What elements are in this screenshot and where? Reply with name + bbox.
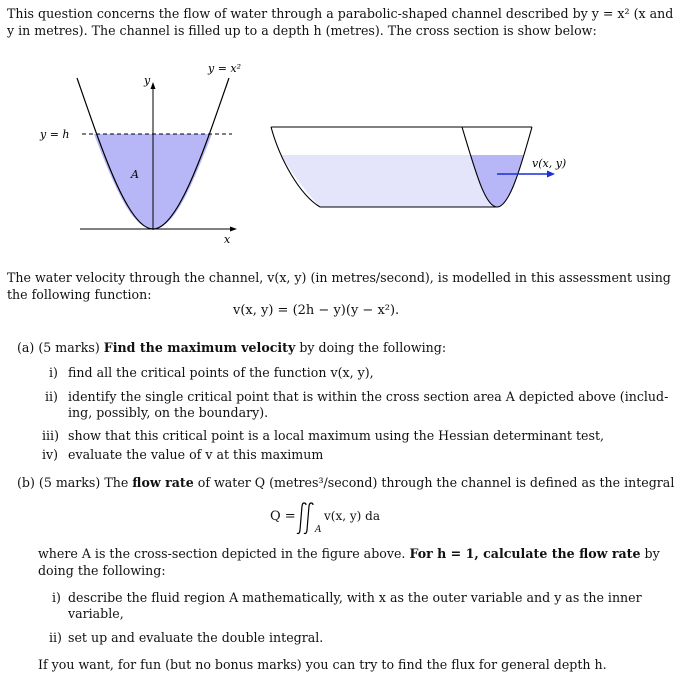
part-a-heading: Find the maximum velocity (103, 340, 296, 355)
part-a-label: (a) (17, 340, 35, 355)
part-a-item-iv-text: evaluate the value of v at this maximum (68, 447, 324, 462)
part-b-where-end: by (644, 546, 660, 561)
integral-subscript: A (315, 525, 322, 535)
part-b-header (17, 474, 674, 491)
depth-label: y = h (40, 128, 70, 141)
part-b-rest: of water Q (metres³/second) through the channel is defined as the integral (197, 475, 674, 490)
part-b-item-ii-text: set up and evaluate the double integral. (68, 630, 324, 645)
part-b-label: (b) (17, 475, 35, 490)
model-line-1: The water velocity through the channel, v(x, y) (in metres/second), is modelled in this assessment using (7, 270, 671, 285)
x-axis-label: x (224, 233, 231, 246)
part-a-item-i-num: i) (49, 365, 58, 380)
part-b-where-line-2: doing the following: (38, 563, 166, 578)
intro-line-2: y in metres). The channel is filled up to a depth h (metres). The cross section is show below: (7, 23, 597, 38)
model-line-2: the following function: (7, 287, 152, 302)
part-a-item-ii-num: ii) (45, 389, 58, 404)
part-a-marks: (5 marks) (38, 340, 100, 355)
velocity-arrow-icon (547, 171, 555, 178)
velocity-label: v(x, y) (532, 157, 567, 170)
y-axis-label: y (144, 74, 151, 87)
part-a-item-iii-text: show that this critical point is a local maximum using the Hessian determinant test, (68, 428, 605, 443)
part-a-item-ii-text-2: ing, possibly, on the boundary). (68, 405, 269, 420)
part-a-item-iv-num: iv) (42, 447, 59, 462)
part-b-closing: If you want, for fun (but no bonus marks) you can try to find the flux for general depth h. (38, 657, 607, 672)
channel-3d-figure (260, 110, 590, 220)
part-b-bold-flow-rate: flow rate (132, 475, 194, 490)
part-a-item-i-text: find all the critical points of the function v(x, y), (68, 365, 374, 380)
part-b-marks: (5 marks) The (38, 475, 129, 490)
y-axis-arrow-icon (151, 82, 156, 89)
integral-lhs: Q = (270, 509, 296, 524)
part-a-item-iii-num: iii) (42, 428, 59, 443)
part-b-where-line-1 (38, 545, 660, 562)
part-b-item-i-num: i) (52, 590, 61, 605)
integrand: v(x, y) da (324, 509, 380, 523)
curve-label: y = x² (208, 62, 242, 75)
part-a-header (17, 339, 446, 356)
x-axis-arrow-icon (230, 227, 237, 232)
region-a-label: A (131, 168, 139, 181)
parabola-cross-section-figure (0, 50, 260, 250)
intro-line-1: This question concerns the flow of water through a parabolic-shaped channel described by y = x² (x and (7, 6, 674, 21)
part-b-item-i-text-2: variable, (68, 606, 124, 621)
velocity-equation: v(x, y) = (2h − y)(y − x²). (233, 303, 400, 318)
part-b-where-bold: For h = 1, calculate the flow rate (409, 546, 641, 561)
part-b-item-i-text: describe the fluid region A mathematically, with x as the outer variable and y as the inner (68, 590, 642, 605)
part-b-item-ii-num: ii) (49, 630, 62, 645)
part-a-heading-rest: by doing the following: (299, 340, 447, 355)
part-b-where-start: where A is the cross-section depicted in the figure above. (38, 546, 406, 561)
part-a-item-ii-text: identify the single critical point that is within the cross section area A depicted above (includ- (68, 389, 669, 404)
